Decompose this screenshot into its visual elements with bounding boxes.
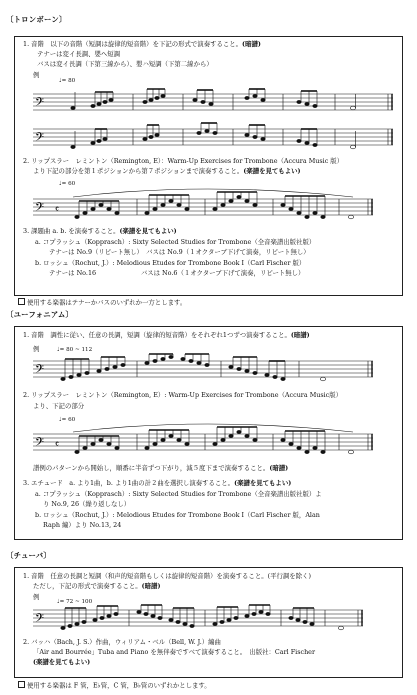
trombone-section-title: 〔トロンボーン〕 xyxy=(6,15,67,24)
euphonium-scale-staff xyxy=(33,353,393,387)
trombone-scale-staff-1 xyxy=(33,86,393,120)
euphonium-item-3 xyxy=(23,479,396,487)
svg-text:𝄢: 𝄢 xyxy=(35,96,45,112)
tuba-item-1-line2 xyxy=(33,582,396,590)
trombone-item-2-line2 xyxy=(33,167,396,175)
euphonium-item-2-line2: より、下記の部分 xyxy=(33,402,85,410)
item-number: 1. xyxy=(23,40,30,48)
item-text: 音階 以下の音階（短調は旋律的短音階）を下記の形式で演奏すること。 xyxy=(31,40,243,48)
checkbox-icon xyxy=(18,298,25,305)
item-number: 2. xyxy=(23,638,30,646)
euphonium-etude-b: b. ロッシュ（Rochut, J.）: Melodious Etudes for Trombone Book I（Carl Fischer 版，Alan xyxy=(35,511,320,519)
score-allowed-label: (楽譜を見てもよい) xyxy=(234,479,292,487)
item-text: リップスラー レミントン（Remington, E）：Warm-Up Exercises for Trombone（Accura Music 版） xyxy=(31,157,344,165)
trombone-item-1-line2: テナーは変イ長調、嬰ヘ短調 xyxy=(37,50,121,58)
trombone-etude-b-detail: テナーは No.16 バスは No.6（１オクターブ下げて演奏，リピート無し） xyxy=(49,269,305,277)
item-text: 譜例のパターンから開始し，順番に半音ずつ下がり，減５度下まで演奏すること。 xyxy=(33,464,270,472)
euphonium-etude-b-detail: Raph 編）より No.13, 24 xyxy=(43,521,122,529)
item-text: 音階 調性に従い、任意の長調，短調（旋律的短音階）をそれぞれ1つずつ演奏すること。 xyxy=(31,331,291,339)
tuba-scale-staff xyxy=(33,604,393,634)
svg-text:𝄢: 𝄢 xyxy=(35,363,45,379)
item-number: 3. xyxy=(23,479,30,487)
item-text: リップスラー レミントン（Remington, E）: Warm-Up Exercises for Trombone（Accura Music版） xyxy=(31,391,343,399)
item-text: バッハ（Bach, J. S.）作曲，ウィリアム・ベル（Bell, W. J.）編曲 xyxy=(31,638,221,646)
euphonium-etude-a-detail: り No.9, 26（繰り返しなし） xyxy=(43,500,131,508)
svg-text:𝄴: 𝄴 xyxy=(55,440,60,450)
svg-text:𝄢: 𝄢 xyxy=(35,201,45,217)
tempo-marking: ♩= 60 xyxy=(59,417,76,423)
memorize-label: (暗譜) xyxy=(242,40,261,48)
example-label: 例 xyxy=(33,593,40,601)
tempo-marking: ♩= 60 xyxy=(59,181,76,187)
tempo-marking: ♩= 80 xyxy=(59,78,76,84)
euphonium-item-2 xyxy=(23,391,396,399)
item-text: より下記の部分を第１ポジションから第７ポジションまで演奏すること。 xyxy=(33,167,244,175)
tuba-section-title: 〔チューバ〕 xyxy=(6,551,51,560)
memorize-label: (暗譜) xyxy=(269,464,289,472)
footnote-text: 使用する楽器はテナーかバスのいずれか一方とします。 xyxy=(27,298,187,307)
trombone-scale-staff-2 xyxy=(33,121,393,155)
item-number: 1. xyxy=(23,331,30,339)
item-text: ただし，下記の形式で演奏すること。 xyxy=(33,582,142,590)
trombone-etude-b: b. ロッシュ（Rochut, J.）: Melodious Etudes for Trombone Book I（Carl Fischer 版） xyxy=(35,259,306,267)
tuba-box xyxy=(14,567,403,678)
tuba-item-2 xyxy=(23,638,396,646)
trombone-item-1 xyxy=(23,40,396,48)
item-text: 課題曲 a. b. を演奏すること。 xyxy=(31,227,120,235)
tuba-footnote xyxy=(18,681,211,690)
euphonium-section-title: 〔ユーフォニアム〕 xyxy=(6,310,74,319)
tempo-marking: ♩= 72 ~ 100 xyxy=(57,599,93,605)
euphonium-item-2-instruction xyxy=(33,464,396,472)
trombone-item-2 xyxy=(23,157,396,165)
score-allowed-label: (楽譜を見てもよい) xyxy=(243,167,301,175)
memorize-label: (暗譜) xyxy=(141,582,161,590)
example-label: 例 xyxy=(33,345,40,353)
item-text: 音階 任意の長調と短調（和声的短音階もしくは旋律的短音階）を演奏すること。(平行調を除く) xyxy=(31,572,311,580)
trombone-etude-a-detail: テナーは No.9（リピート無し） バスは No.9（１オクターブ下げて演奏，リピート無し） xyxy=(49,248,310,256)
svg-text:𝄢: 𝄢 xyxy=(35,612,45,628)
tempo-marking: ♩= 80 ~ 112 xyxy=(57,347,93,353)
trombone-footnote xyxy=(18,298,186,307)
score-allowed-label: (楽譜を見てもよい) xyxy=(119,227,177,235)
tuba-item-2-line2: 「Air and Bourrée」Tuba and Piano を無伴奏ですべて演奏すること。 出版社：Carl Fischer xyxy=(33,648,316,656)
trombone-etude-a: a. コプラッシュ（Kopprasch）: Sixty Selected Studies for Trombone（全音楽譜出版社版） xyxy=(35,238,316,246)
trombone-item-3 xyxy=(23,227,396,235)
euphonium-item-1 xyxy=(23,331,396,339)
item-number: 2. xyxy=(23,391,30,399)
svg-text:𝄢: 𝄢 xyxy=(35,131,45,147)
euphonium-box xyxy=(14,326,403,540)
item-text: エチュード a. より1曲，b. より1曲の計２曲を選択し演奏すること。 xyxy=(31,479,235,487)
item-number: 2. xyxy=(23,157,30,165)
memorize-label: (暗譜) xyxy=(290,331,310,339)
item-number: 3. xyxy=(23,227,30,235)
svg-text:𝄴: 𝄴 xyxy=(55,205,60,215)
euphonium-etude-a: a. コプラッシュ（Kopprasch）: Sixty Selected Studies for Trombone（全音楽譜出版社版）よ xyxy=(35,490,322,498)
trombone-lipslur-staff xyxy=(33,187,393,223)
checkbox-icon xyxy=(18,681,25,688)
trombone-item-1-line3: バスは変イ長調（下第三線から）、嬰ハ短調（下第二線から） xyxy=(37,60,213,68)
tuba-item-1 xyxy=(23,572,396,580)
score-allowed-label: (楽譜を見てもよい) xyxy=(33,658,91,666)
svg-text:𝄢: 𝄢 xyxy=(35,436,45,452)
trombone-box xyxy=(14,36,403,296)
euphonium-lipslur-staff xyxy=(33,422,393,458)
example-label: 例 xyxy=(33,71,40,79)
item-number: 1. xyxy=(23,572,30,580)
footnote-text: 使用する楽器は F 管，E♭管，C 管，B♭管のいずれかとします。 xyxy=(27,681,211,690)
